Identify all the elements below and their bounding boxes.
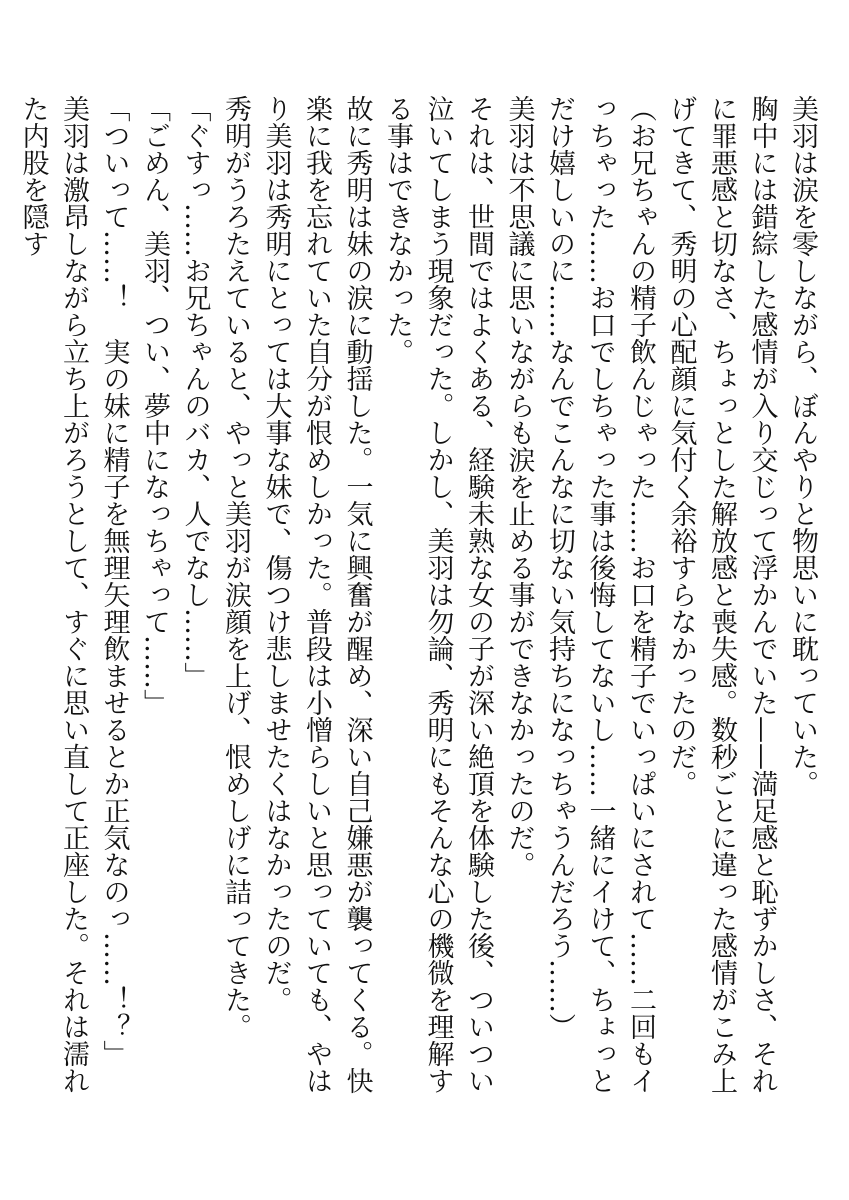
paragraph-6: 故に秀明は妹の涙に動揺した。一気に興奮が醒め、深い自己嫌悪が襲ってくる。快楽に我を忘れていた自分が恨めしかった。普段は小憎らしいと思っていても、やはり美羽は秀明にとっては大事な妹で、傷つけ悲しませたくはなかったのだ。 [260,95,373,1094]
paragraph-5: それは、世間ではよくある、経験未熟な女の子が深い絶頂を体験した後、ついつい泣いてしまう現象だった。しかし、美羽は勿論、秀明にもそんな心の機微を理解する事はできなかった。 [382,95,494,1094]
paragraph-4: 美羽は不思議に思いながらも涙を止める事ができなかったのだ。 [503,95,535,878]
novel-text-column [17,95,822,1105]
paragraph-10: 「ついって……！ 実の妹に精子を無理矢理飲ませるとか正気なのっ……！？」 [98,95,130,1067]
paragraph-11: 美羽は激昂しながら立ち上がろうとして、すぐに思い直して正座した。それは濡れた内股を隠す [17,95,89,1094]
paragraph-3: （お兄ちゃんの精子飲んじゃった……お口を精子でいっぱいにされて……二回もイっちゃった……お口でしちゃった事は後悔してないし……一緒にイけて、ちょっとだけ嬉しいのに……なんでこんなに切ない気持ちになっちゃうんだろう……） [544,95,656,1094]
paragraph-8: 「ぐすっ……お兄ちゃんのバカ、人でなし……」 [179,95,211,689]
paragraph-7: 秀明がうろたえていると、やっと美羽が涙顔を上げ、恨めしげに詰ってきた。 [220,95,251,1040]
paragraph-1: 美羽は涙を零しながら、ぼんやりと物思いに耽っていた。 [787,95,818,797]
paragraph-9: 「ごめん、美羽、つい、夢中になっちゃって……」 [139,95,170,716]
paragraph-2: 胸中には錯綜した感情が入り交じって浮かんでいた——満足感と恥ずかしさ、それに罪悪感と切なさ、ちょっとした解放感と喪失感。数秒ごとに違った感情がこみ上げてきて、秀明の心配顔に気付く余裕すらなかったのだ。 [665,95,778,1094]
